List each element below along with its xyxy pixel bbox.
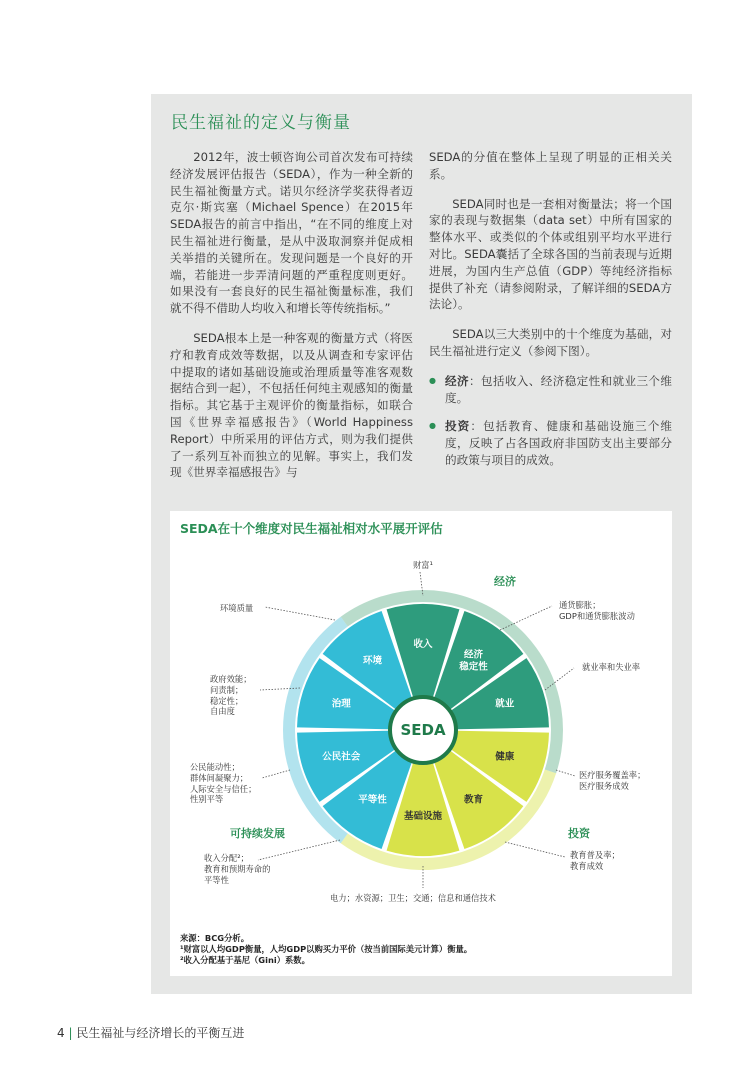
label-economic-stability: 经济稳定性 — [459, 649, 488, 673]
label-environment: 环境 — [362, 655, 382, 667]
note-source: 来源：BCG分析。 — [180, 933, 250, 943]
label-civil-society: 公民社会 — [322, 751, 361, 763]
label-equality: 平等性 — [358, 794, 387, 806]
label-education: 教育 — [464, 794, 484, 806]
annotation-environment: 环境质量 — [220, 603, 254, 613]
leader-health — [556, 770, 575, 776]
paragraph: SEDA根本上是一种客观的衡量方式（将医疗和教育成效等数据，以及从调查和专家评估中提取的诸如基础设施或治理质量等准客观数据结合到一起），不包括任何纯主观感知的衡量指标。其它基于主观评价的衡量指标，如联合国《世界幸福感报告》（World Happiness Report）中所采用的评估方式，则为我们提供了一系列互补而独立的见解。事实上，我们发现《世界幸福感报告》与 — [170, 330, 413, 480]
label-employment: 就业 — [495, 698, 515, 710]
annotation-health: 医疗服务覆盖率； 医疗服务成效 — [579, 770, 646, 791]
paragraph: SEDA同时也是一套相对衡量法；将一个国家的表现与数据集（data set）中所有国家的整体水平、或类似的个体或组别平均水平进行对比。SEDA囊括了全球各国的当前表现与近期进展，为国内生产总值（GDP）等纯经济指标提供了补充（请参阅附录，了解详细的SEDA方法论）。 — [429, 196, 672, 312]
annotation-inflation: 通货膨胀； GDP和通货膨胀波动 — [559, 600, 635, 621]
section-title: 民生福祉的定义与衡量 — [171, 113, 351, 133]
annotation-infrastructure: 电力；水资源；卫生；交通；信息和通信技术 — [330, 893, 496, 903]
label-health: 健康 — [495, 751, 515, 763]
paragraph: 2012年，波士顿咨询公司首次发布可持续经济发展评估报告（SEDA），作为一种全新的民生福祉衡量方式。诺贝尔经济学奖获得者迈克尔·斯宾塞（Michael Spence）在2015年SEDA报告的前言中指出，“在不同的维度上对民生福祉进行衡量，是从中汲取洞察并促成相关举措的关键所在。发现问题是一个良好的开端，若能进一步弄清问题的严重程度则更好。如果没有一套良好的民生福祉衡量标准，我们就不得不借助人均收入和增长等传统指标。” — [170, 150, 413, 316]
page-footer: 4 | 民生福祉与经济增长的平衡互进 — [57, 1026, 245, 1040]
note-2: ²收入分配基于基尼（Gini）系数。 — [180, 955, 310, 965]
annotation-employment: 就业率和失业率 — [582, 662, 641, 672]
label-income: 收入 — [413, 639, 433, 650]
note-1: ¹财富以人均GDP衡量，人均GDP以购买力平价（按当前国际美元计算）衡量。 — [180, 944, 473, 954]
leader-education — [505, 842, 565, 857]
paragraph: SEDA以三大类别中的十个维度为基础，对民生福祉进行定义（参阅下图）。 — [429, 327, 672, 358]
group-label-economy: 经济 — [494, 575, 516, 588]
label-governance: 治理 — [331, 698, 351, 710]
leader-civil-society — [262, 770, 290, 778]
group-label-investment: 投资 — [568, 827, 590, 840]
annotation-equality: 收入分配²； 教育和预期寿命的 平等性 — [204, 853, 271, 885]
annotation-governance: 政府效能； 问责制； 稳定性； 自由度 — [210, 674, 252, 717]
leader-environment — [265, 607, 335, 620]
figure-notes — [180, 933, 472, 966]
bullet-investment: ● 投资：包括教育、健康和基础设施三个维度，反映了占各国政府非国防支出主要部分的政策与项目的成效。 — [429, 418, 672, 468]
annotation-education: 教育普及率； 教育成效 — [570, 850, 620, 871]
label-infrastructure: 基础设施 — [403, 811, 443, 822]
paragraph-continued: SEDA的分值在整体上呈现了明显的正相关关系。 — [429, 150, 672, 181]
footer-title: 民生福祉与经济增长的平衡互进 — [76, 1026, 245, 1040]
page-number: 4 — [57, 1026, 65, 1040]
group-label-sustainability: 可持续发展 — [230, 827, 285, 840]
figure-title: SEDA在十个维度对民生福祉相对水平展开评估 — [180, 521, 443, 536]
annotation-wealth: 财富¹ — [413, 560, 433, 570]
bullet-economy: ● 经济：包括收入、经济稳定性和就业三个维度。 — [429, 373, 672, 407]
center-label: SEDA — [400, 721, 446, 739]
annotation-civil-society: 公民能动性； 群体间凝聚力； 人际安全与信任； 性别平等 — [190, 762, 257, 805]
